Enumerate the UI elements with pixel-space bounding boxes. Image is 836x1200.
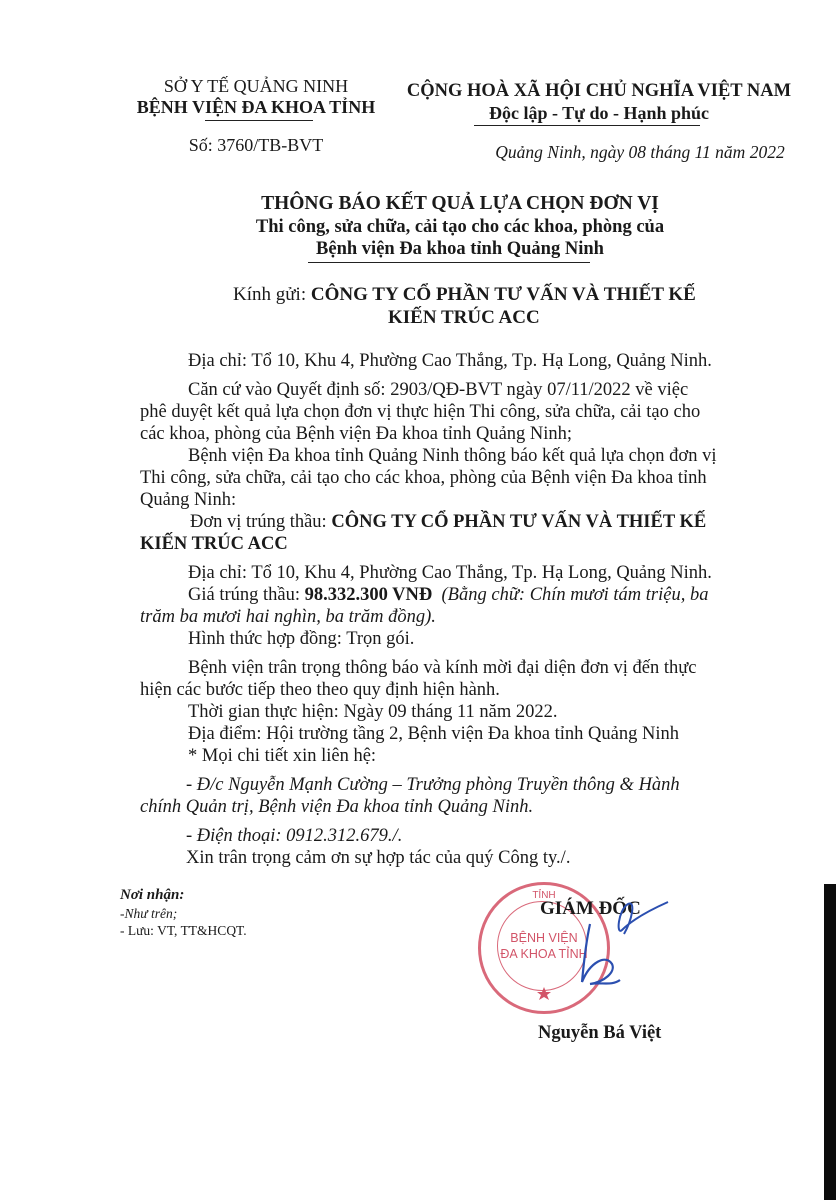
basis-line-1: Căn cứ vào Quyết định số: 2903/QĐ-BVT ngày 07/11/2022 về việc bbox=[188, 380, 689, 400]
price-line bbox=[188, 584, 708, 606]
price-in-words: (Bằng chữ: Chín mươi tám triệu, ba bbox=[441, 585, 709, 605]
phone-line: - Điện thoại: 0912.312.679./. bbox=[186, 826, 403, 846]
signer-name: Nguyễn Bá Việt bbox=[538, 1023, 662, 1043]
notice-line-3: Quảng Ninh: bbox=[140, 490, 237, 510]
seal-line-1: BỆNH VIỆN bbox=[510, 931, 578, 945]
time-line: Thời gian thực hiện: Ngày 09 tháng 11 năm 2022. bbox=[188, 702, 558, 722]
recipient-line bbox=[233, 284, 696, 306]
seal-top-word: TỈNH bbox=[532, 890, 556, 901]
recipient-item-1: -Như trên; bbox=[120, 906, 178, 921]
winner-line bbox=[190, 511, 706, 533]
basis-line-2: phê duyệt kết quả lựa chọn đơn vị thực hiện Thi công, sửa chữa, cải tạo cho bbox=[140, 402, 701, 422]
org-name: BỆNH VIỆN ĐA KHOA TỈNH bbox=[136, 97, 376, 117]
scan-edge-bar bbox=[824, 884, 836, 1200]
org-underline bbox=[205, 120, 313, 121]
notice-subtitle-2: Bệnh viện Đa khoa tỉnh Quảng Ninh bbox=[316, 239, 604, 259]
location-line: Địa điểm: Hội trường tầng 2, Bệnh viện Đa khoa tỉnh Quảng Ninh bbox=[188, 724, 679, 744]
winner-prefix: Đơn vị trúng thầu: bbox=[190, 512, 332, 532]
recipient-name-cont: KIẾN TRÚC ACC bbox=[388, 307, 540, 328]
notice-line-1: Bệnh viện Đa khoa tỉnh Quảng Ninh thông báo kết quả lựa chọn đơn vị bbox=[188, 446, 717, 466]
place-date: Quảng Ninh, ngày 08 tháng 11 năm 2022 bbox=[495, 142, 785, 162]
thanks-line: Xin trân trọng cảm ơn sự hợp tác của quý Công ty./. bbox=[186, 848, 571, 868]
price-prefix: Giá trúng thầu: bbox=[188, 585, 305, 605]
recipient-name: CÔNG TY CỔ PHẦN TƯ VẤN VÀ THIẾT KẾ bbox=[310, 284, 696, 305]
invite-line-2: hiện các bước tiếp theo theo quy định hiện hành. bbox=[140, 680, 500, 700]
signer-title: GIÁM ĐỐC bbox=[540, 898, 641, 919]
address-line-2: Địa chỉ: Tổ 10, Khu 4, Phường Cao Thắng, Tp. Hạ Long, Quảng Ninh. bbox=[188, 563, 712, 583]
contact-line-1: - Đ/c Nguyễn Mạnh Cường – Trưởng phòng Truyền thông & Hành bbox=[186, 775, 680, 795]
motto-underline bbox=[474, 125, 700, 126]
winner-name: CÔNG TY CỔ PHẦN TƯ VẤN VÀ THIẾT KẾ bbox=[331, 512, 707, 532]
recipients-label: Nơi nhận: bbox=[120, 887, 185, 903]
notice-subtitle-1: Thi công, sửa chữa, cải tạo cho các khoa, phòng của bbox=[255, 217, 665, 237]
doc-number: Số: 3760/TB-BVT bbox=[188, 135, 324, 155]
notice-title: THÔNG BÁO KẾT QUẢ LỰA CHỌN ĐƠN VỊ bbox=[261, 193, 659, 214]
seal-line-2: ĐA KHOA TỈNH bbox=[500, 947, 588, 961]
price-value: 98.332.300 VNĐ bbox=[304, 585, 433, 605]
notice-line-2: Thi công, sửa chữa, cải tạo cho các khoa, phòng của Bệnh viện Đa khoa tỉnh bbox=[140, 468, 707, 488]
org-parent: SỞ Y TẾ QUẢNG NINH bbox=[163, 76, 349, 96]
basis-line-3: các khoa, phòng của Bệnh viện Đa khoa tỉnh Quảng Ninh; bbox=[140, 424, 573, 444]
contact-line-2: chính Quản trị, Bệnh viện Đa khoa tỉnh Quảng Ninh. bbox=[140, 797, 534, 817]
signature-icon bbox=[520, 890, 680, 1010]
price-in-words-cont: trăm ba mươi hai nghìn, ba trăm đồng). bbox=[140, 607, 436, 627]
national-motto: Độc lập - Tự do - Hạnh phúc bbox=[488, 103, 710, 123]
contract-type: Hình thức hợp đồng: Trọn gói. bbox=[188, 629, 415, 649]
winner-name-cont: KIẾN TRÚC ACC bbox=[140, 534, 288, 554]
address-line-1: Địa chỉ: Tổ 10, Khu 4, Phường Cao Thắng, Tp. Hạ Long, Quảng Ninh. bbox=[188, 351, 712, 371]
recipient-prefix: Kính gửi: bbox=[233, 284, 311, 305]
contact-header: * Mọi chi tiết xin liên hệ: bbox=[188, 746, 377, 766]
title-underline bbox=[308, 262, 590, 263]
invite-line-1: Bệnh viện trân trọng thông báo và kính mời đại diện đơn vị đến thực bbox=[188, 658, 697, 678]
recipient-item-2: - Lưu: VT, TT&HCQT. bbox=[120, 923, 247, 938]
country-name: CỘNG HOÀ XÃ HỘI CHỦ NGHĨA VIỆT NAM bbox=[406, 81, 792, 101]
